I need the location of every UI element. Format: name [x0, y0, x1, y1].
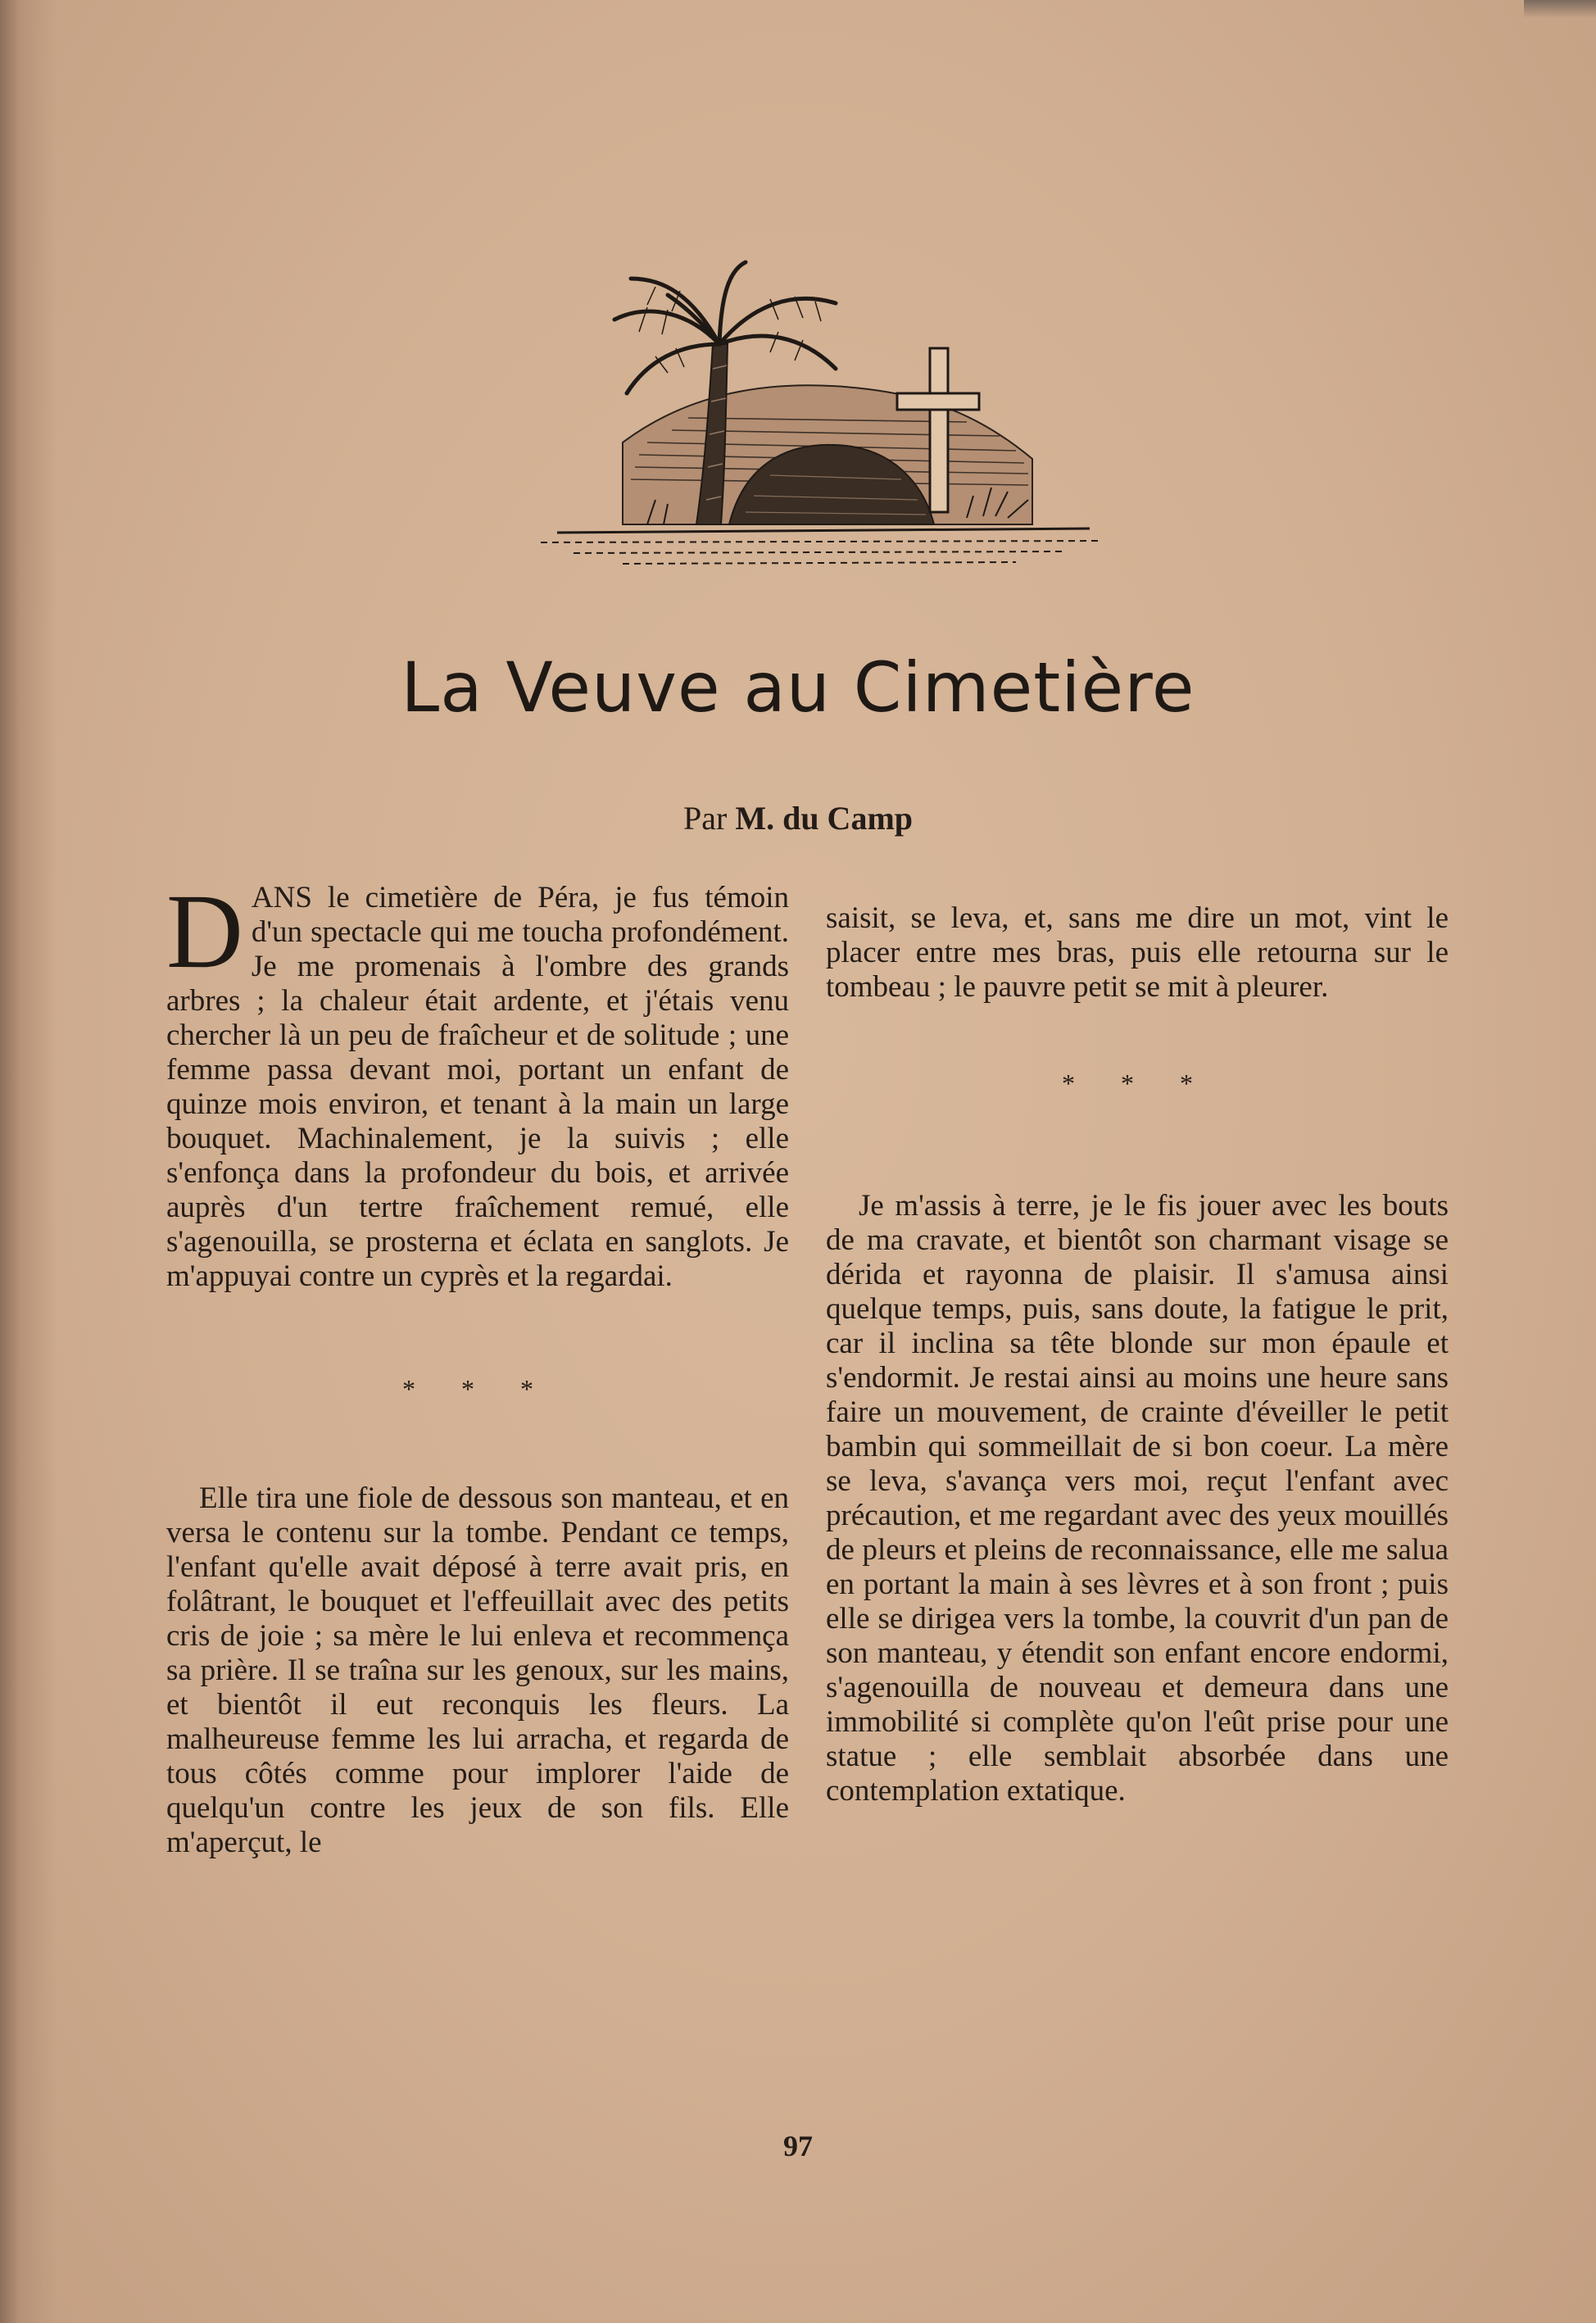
byline-prefix: Par: [682, 800, 728, 837]
paragraph-fiole: Elle tira une fiole de dessous son manteau, et en versa le contenu sur la tombe. Pendant ce temps, l'enfant qu'elle avait déposé à terre avait pris, en folâtrant, le bouquet et l'effeuillait avec des petits cris de joie ; sa mère le lui enleva et recommença sa prière. Il se traîna sur les genoux, sur les mains, et bientôt il eut reconquis les fleurs. La malheureuse femme les lui arracha, et regarda de tous côtés comme pour implorer l'aide de quelqu'un contre les jeux de son fils. Elle m'aperçut, le: [166, 1481, 789, 1859]
byline: [0, 799, 1596, 837]
text-column-right: [826, 901, 1449, 1808]
text-column-left: [166, 873, 789, 1860]
page-corner-shadow: [1524, 0, 1596, 18]
article-title: La Veuve au Cimetière: [401, 647, 1195, 728]
page-number: 97: [783, 2130, 813, 2162]
section-separator: * * *: [402, 1374, 553, 1404]
drop-cap: D: [166, 873, 243, 991]
page-spine-shadow: [0, 0, 57, 2323]
paragraph-opening-text: ANS le cimetière de Péra, je fus témoin d'un spectacle qui me toucha profondément. Je me promenais à l'ombre des grands arbres ; la chaleur était ardente, et j'étais venu chercher là un peu de fraîcheur et de solitude ; une femme passa devant moi, portant un enfant de quinze mois environ, et tenant à la main un large bouquet. Machinalement, je la suivis ; elle s'enfonça dans la profondeur du bois, et arrivée auprès d'un tertre fraîchement remué, elle s'agenouilla, se prosterna et éclata en sanglots. Je m'appuyai contre un cyprès et la regardai.: [166, 881, 789, 1293]
section-separator: * * *: [1062, 1068, 1213, 1098]
grave-palm-cross-icon: [524, 254, 1114, 582]
paragraph-opening: [166, 873, 789, 1294]
paragraph-closing: Je m'assis à terre, je le fis jouer avec les bouts de ma cravate, et bientôt son charmant visage se dérida et rayonna de plaisir. Il s'amusa ainsi quelque temps, puis, sans doute, la fatigue le prit, car il inclina sa tête blonde sur mon épaule et s'endormit. Je restai ainsi au moins une heure sans faire un mouvement, de crainte d'éveiller le petit bambin qui sommeillait de si bon coeur. La mère se leva, s'avança vers moi, reçut l'enfant avec précaution, et me regardant avec des yeux mouillés de pleurs et pleins de reconnaissance, elle me salua en portant la main à ses lèvres et à son front ; puis elle se dirigea vers la tombe, la couvrit d'un pan de son manteau, y étendit son enfant encore endormi, s'agenouilla de nouveau et demeura dans une immobilité si complète qu'on l'eût prise pour une statue ; elle semblait absorbée dans une contemplation extatique.: [826, 1189, 1449, 1808]
paragraph-continuation: saisit, se leva, et, sans me dire un mot, vint le placer entre mes bras, puis elle retourna sur le tombeau ; le pauvre petit se mit à pleurer.: [826, 901, 1449, 1004]
author-name: M. du Camp: [735, 800, 914, 837]
